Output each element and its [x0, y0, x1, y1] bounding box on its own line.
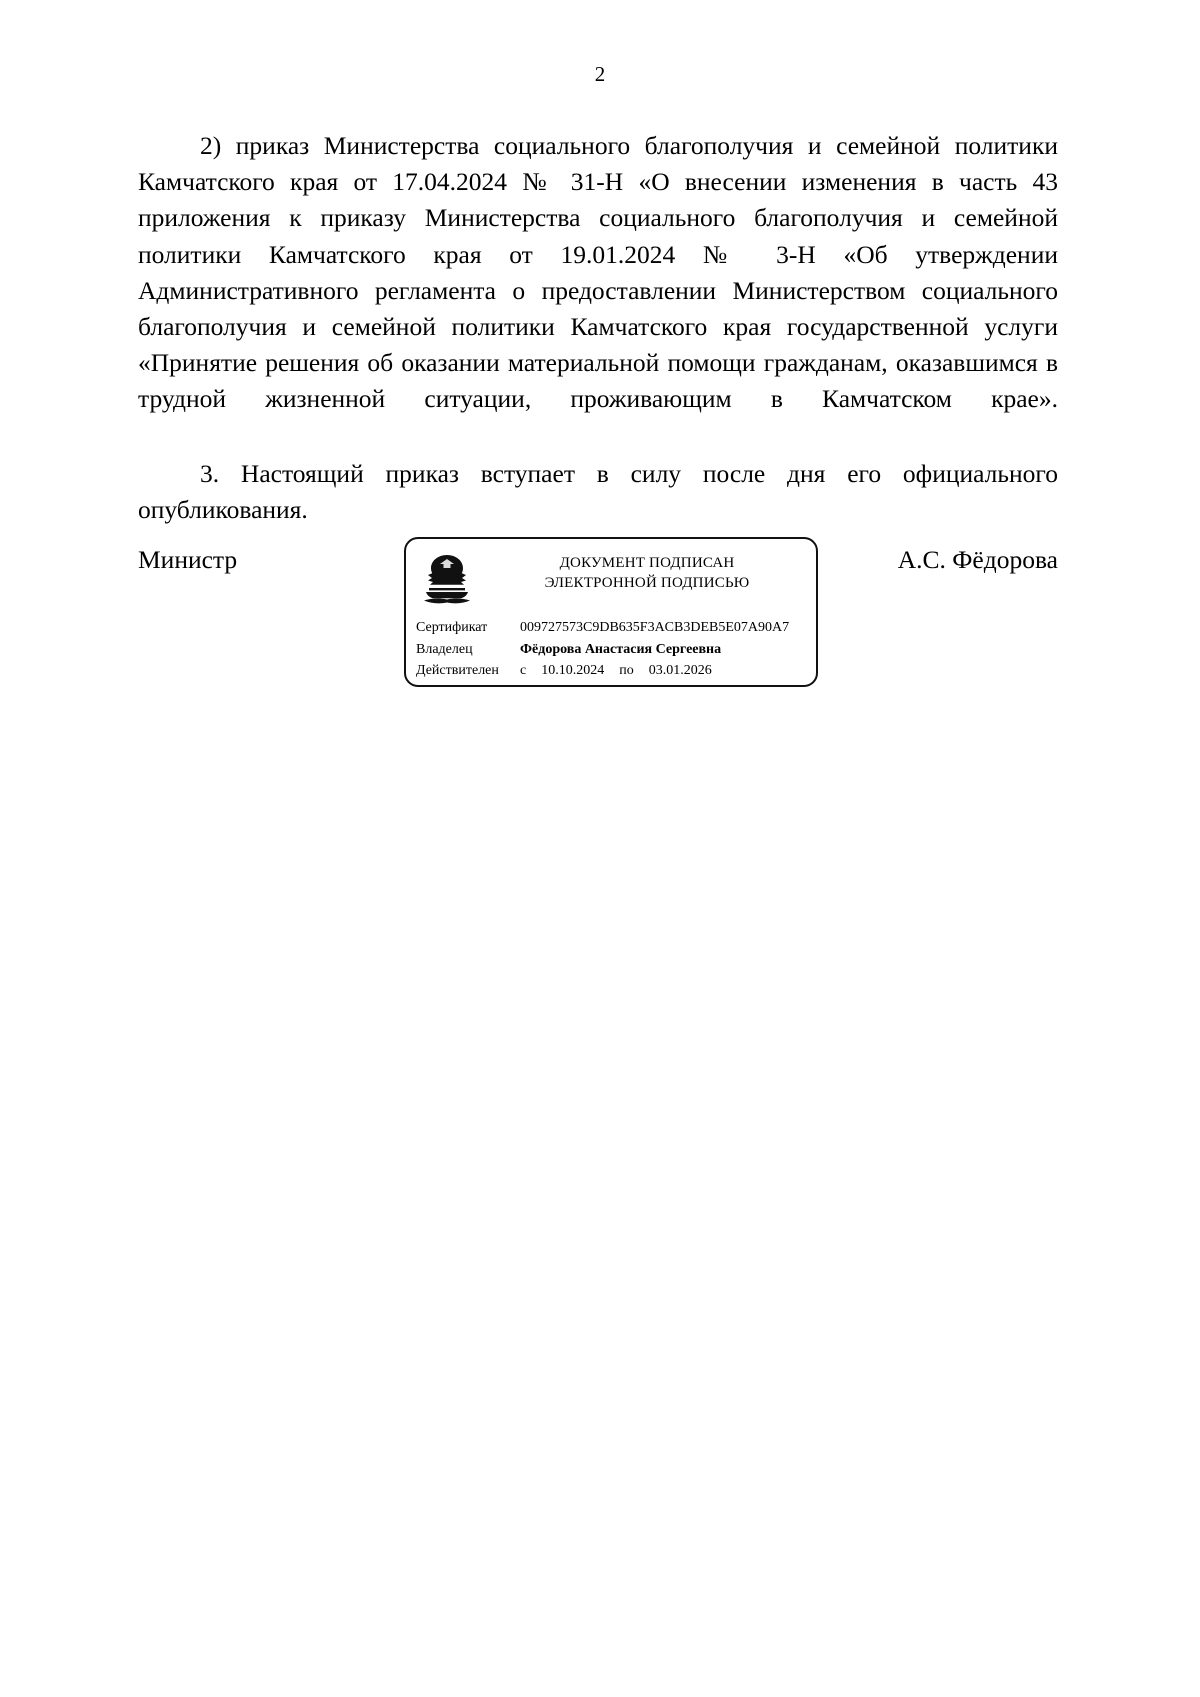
stamp-owner-value: Фёдорова Анастасия Сергеевна	[520, 641, 722, 657]
stamp-validity-row	[416, 660, 810, 682]
stamp-heading	[486, 553, 808, 594]
stamp-valid-to-prefix: по	[619, 663, 634, 679]
stamp-heading-line-1: ДОКУМЕНТ ПОДПИСАН	[559, 555, 735, 571]
stamp-validity-value	[520, 660, 712, 682]
page-number: 2	[594, 62, 606, 86]
stamp-certificate-value: 009727573C9DB635F3ACB3DEB5E07A90A7	[520, 620, 790, 635]
signer-name: А.С. Фёдорова	[897, 545, 1058, 574]
stamp-heading-line-2: ЭЛЕКТРОННОЙ ПОДПИСЬЮ	[544, 575, 750, 592]
signer-position: Министр	[138, 545, 238, 574]
paragraph-2: 2) приказ Министерства социального благополучия и семейной политики Камчатского края от 17.04.2024 № 31-Н «О внесении изменения в часть 43 приложения к приказу Министерства социального благополучия и семейной политики Камчатского края от 19.01.2024 № 3-Н «Об утверждении Административного регламента о предоставлении Министерством социального благополучия и семейной политики Камчатского края государственной услуги «Принятие решения об оказании материальной помощи гражданам, оказавшимся в трудной жизненной ситуации, проживающим в Камчатском крае».	[138, 131, 1058, 414]
stamp-owner-label: Владелец	[416, 641, 473, 657]
stamp-certificate-label: Сертификат	[416, 620, 488, 635]
stamp-details	[416, 617, 810, 682]
stamp-valid-from: 10.10.2024	[541, 663, 605, 679]
kamchatka-emblem-icon	[416, 551, 478, 613]
stamp-validity-label: Действителен	[416, 663, 499, 679]
electronic-signature-stamp	[404, 537, 818, 687]
stamp-valid-to: 03.01.2026	[648, 663, 712, 679]
stamp-owner-row	[416, 639, 810, 661]
paragraph-3: 3. Настоящий приказ вступает в силу после дня его официального опубликования.	[138, 458, 1058, 525]
stamp-valid-from-prefix: с	[520, 663, 527, 679]
stamp-certificate-row	[416, 617, 810, 639]
document-body	[138, 128, 1058, 564]
